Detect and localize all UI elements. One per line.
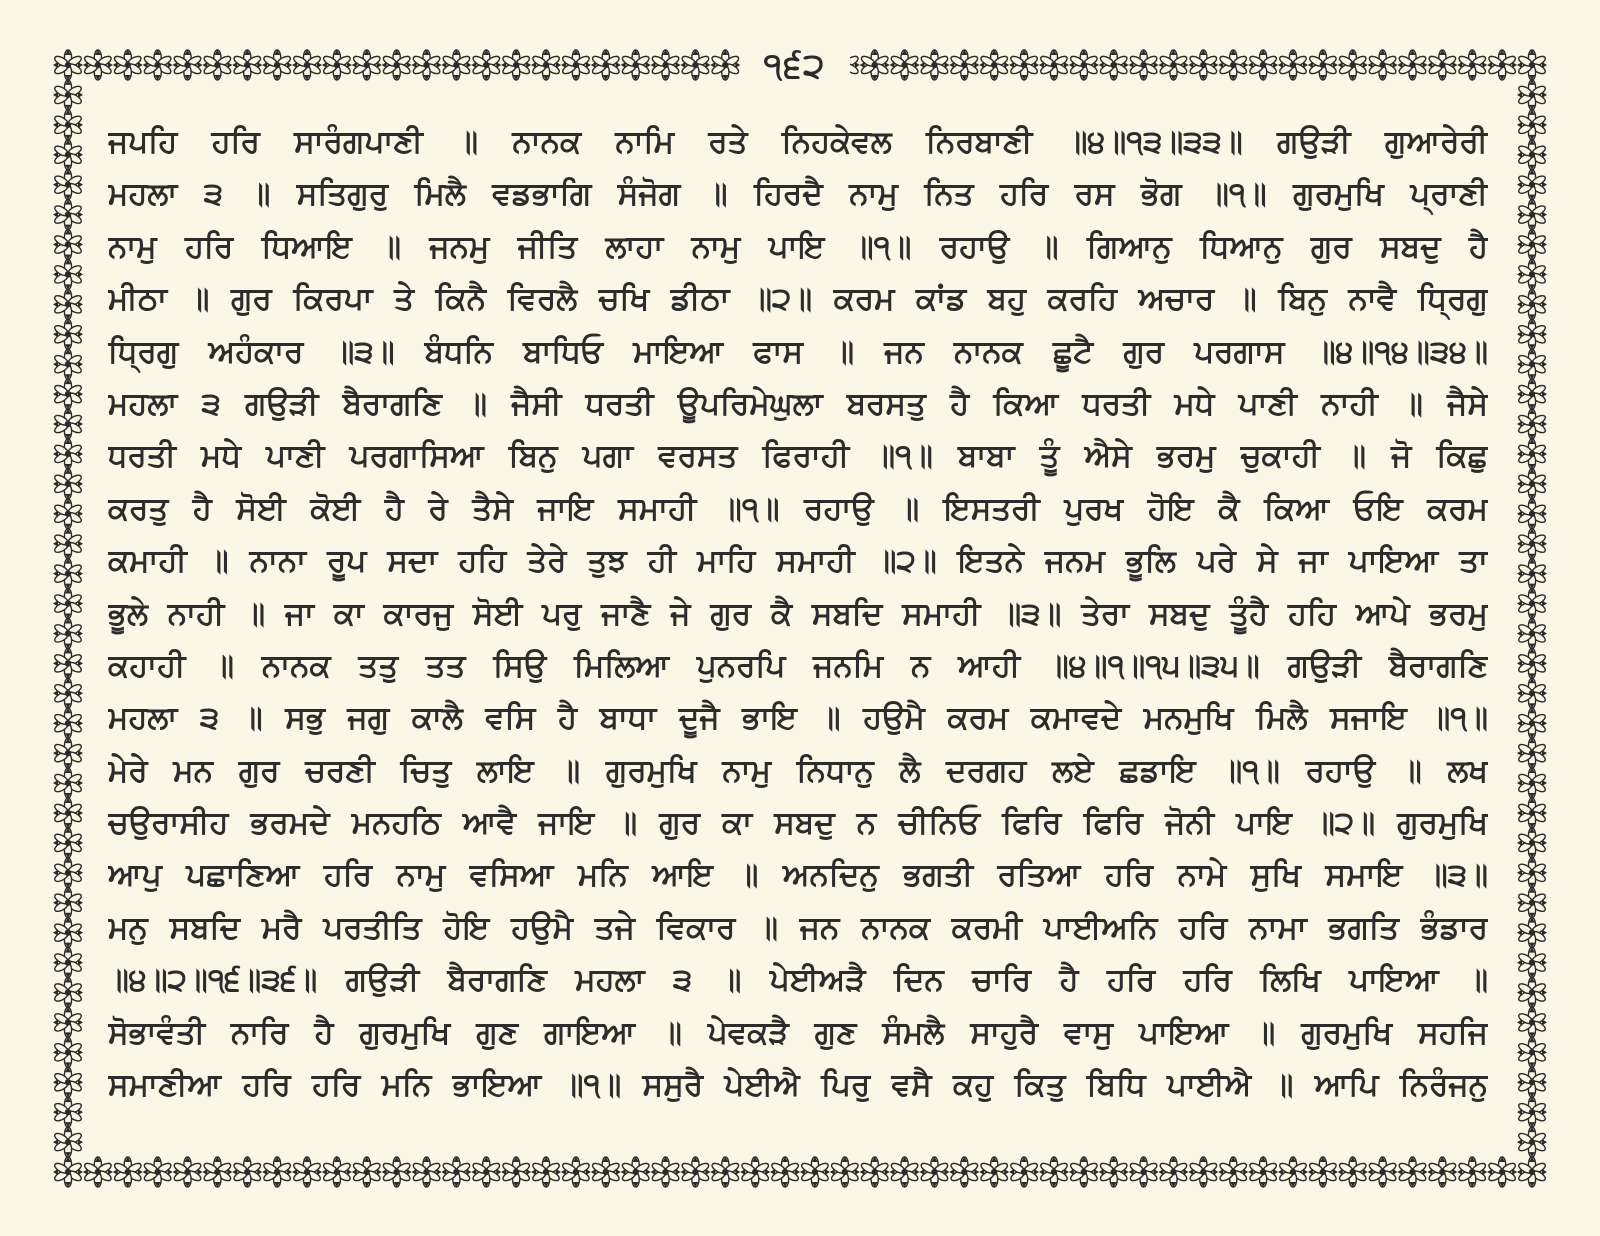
flower-ornament-icon <box>1308 50 1338 80</box>
flower-ornament-icon <box>53 918 83 948</box>
flower-ornament-icon <box>53 439 83 469</box>
flower-ornament-icon <box>860 50 890 80</box>
flower-ornament-icon <box>1517 559 1547 589</box>
flower-ornament-icon <box>621 1157 651 1187</box>
flower-ornament-icon <box>1009 1157 1039 1187</box>
flower-ornament-icon <box>1158 1157 1188 1187</box>
flower-ornament-icon <box>1278 50 1308 80</box>
flower-ornament-icon <box>1129 50 1159 80</box>
flower-ornament-icon <box>1368 1157 1398 1187</box>
flower-ornament-icon <box>1457 1157 1487 1187</box>
flower-ornament-icon <box>531 50 561 80</box>
flower-ornament-icon <box>1517 80 1547 110</box>
flower-ornament-icon <box>710 1157 740 1187</box>
flower-ornament-icon <box>1517 888 1547 918</box>
flower-ornament-icon <box>1517 349 1547 379</box>
text-line: ਮਨੁ ਸਬਦਿ ਮਰੈ ਪਰਤੀਤਿ ਹੋਇ ਹਉਮੈ ਤਜੇ ਵਿਕਾਰ ॥ ਜਨ ਨਾਨਕ ਕਰਮੀ ਪਾਈਅਨਿ ਹਰਿ ਨਾਮਾ ਭਗਤਿ ਭੰਡਾਰ <box>108 909 1488 946</box>
flower-ornament-icon <box>53 200 83 230</box>
flower-ornament-icon <box>860 1157 890 1187</box>
flower-ornament-icon <box>53 259 83 289</box>
flower-ornament-icon <box>352 1157 382 1187</box>
flower-ornament-icon <box>1517 409 1547 439</box>
text-line: ਮਹਲਾ ੩ ॥ ਸਭੁ ਜਗੁ ਕਾਲੈ ਵਸਿ ਹੈ ਬਾਧਾ ਦੂਜੈ ਭਾਇ ॥ ਹਉਮੈ ਕਰਮ ਕਮਾਵਦੇ ਮਨਮੁਖਿ ਮਿਲੈ ਸਜਾਇ ॥੧॥ <box>108 700 1488 737</box>
flower-ornament-icon <box>740 1157 770 1187</box>
flower-ornament-icon <box>1338 50 1368 80</box>
flower-ornament-icon <box>382 50 412 80</box>
flower-ornament-icon <box>680 50 710 80</box>
flower-ornament-icon <box>202 1157 232 1187</box>
flower-ornament-icon <box>53 738 83 768</box>
flower-ornament-icon <box>202 50 232 80</box>
text-line: ਮਹਲਾ ੩ ॥ ਸਤਿਗੁਰੁ ਮਿਲੈ ਵਡਭਾਗਿ ਸੰਜੋਗ ॥ ਹਿਰਦੈ ਨਾਮੁ ਨਿਤ ਹਰਿ ਰਸ ਭੋਗ ॥੧॥ ਗੁਰਮੁਖਿ ਪ੍ਰਾਣੀ <box>108 176 1488 213</box>
flower-ornament-icon <box>621 50 651 80</box>
flower-ornament-icon <box>83 50 113 80</box>
flower-ornament-icon <box>800 1157 830 1187</box>
flower-ornament-icon <box>1099 50 1129 80</box>
flower-ornament-icon <box>53 888 83 918</box>
flower-ornament-icon <box>1517 110 1547 140</box>
flower-ornament-icon <box>53 50 83 80</box>
flower-ornament-icon <box>1517 1067 1547 1097</box>
flower-ornament-icon <box>322 1157 352 1187</box>
flower-ornament-icon <box>1397 1157 1427 1187</box>
flower-ornament-icon <box>1099 1157 1129 1187</box>
flower-ornament-icon <box>1517 1007 1547 1037</box>
flower-ornament-icon <box>1517 977 1547 1007</box>
flower-ornament-icon <box>1039 50 1069 80</box>
flower-ornament-icon <box>1517 140 1547 170</box>
flower-ornament-icon <box>919 50 949 80</box>
text-line: ਕਹਾਹੀ ॥ ਨਾਨਕ ਤਤੁ ਤਤ ਸਿਉ ਮਿਲਿਆ ਪੁਨਰਪਿ ਜਨਮਿ ਨ ਆਹੀ ॥੪॥੧॥੧੫॥੩੫॥ ਗਉੜੀ ਬੈਰਾਗਣਿ <box>108 647 1488 684</box>
flower-ornament-icon <box>979 50 1009 80</box>
flower-ornament-icon <box>1188 50 1218 80</box>
flower-ornament-icon <box>680 1157 710 1187</box>
flower-ornament-icon <box>53 230 83 260</box>
flower-ornament-icon <box>83 1157 113 1187</box>
flower-ornament-icon <box>1517 798 1547 828</box>
flower-ornament-icon <box>1218 1157 1248 1187</box>
flower-ornament-icon <box>232 1157 262 1187</box>
flower-ornament-icon <box>322 50 352 80</box>
flower-ornament-icon <box>1368 50 1398 80</box>
flower-ornament-icon <box>770 1157 800 1187</box>
flower-ornament-icon <box>979 1157 1009 1187</box>
flower-ornament-icon <box>1009 50 1039 80</box>
flower-ornament-icon <box>830 1157 860 1187</box>
flower-ornament-icon <box>1517 289 1547 319</box>
flower-ornament-icon <box>471 1157 501 1187</box>
flower-ornament-icon <box>1218 50 1248 80</box>
flower-ornament-icon <box>53 499 83 529</box>
flower-ornament-icon <box>1517 319 1547 349</box>
flower-ornament-icon <box>1517 200 1547 230</box>
flower-ornament-icon <box>1487 1157 1517 1187</box>
flower-ornament-icon <box>1517 678 1547 708</box>
flower-ornament-icon <box>53 768 83 798</box>
flower-ornament-icon <box>1517 708 1547 738</box>
flower-ornament-icon <box>1338 1157 1368 1187</box>
text-line: ਧ੍ਰਿਗੁ ਅਹੰਕਾਰ ॥੩॥ ਬੰਧਨਿ ਬਾਧਿਓ ਮਾਇਆ ਫਾਸ ॥ ਜਨ ਨਾਨਕ ਛੂਟੈ ਗੁਰ ਪਰਗਾਸ ॥੪॥੧੪॥੩੪॥ <box>108 333 1488 370</box>
flower-ornament-icon <box>1517 1157 1547 1187</box>
flower-ornament-icon <box>53 708 83 738</box>
text-line: ਮਹਲਾ ੩ ਗਉੜੀ ਬੈਰਾਗਣਿ ॥ ਜੈਸੀ ਧਰਤੀ ਊਪਰਿਮੇਘੁਲਾ ਬਰਸਤੁ ਹੈ ਕਿਆ ਧਰਤੀ ਮਧੇ ਪਾਣੀ ਨਾਹੀ ॥ ਜੈਸੇ <box>108 385 1488 422</box>
flower-ornament-icon <box>1517 170 1547 200</box>
flower-ornament-icon <box>1517 618 1547 648</box>
flower-ornament-icon <box>53 469 83 499</box>
flower-ornament-icon <box>1517 499 1547 529</box>
text-line: ਮੀਠਾ ॥ ਗੁਰ ਕਿਰਪਾ ਤੇ ਕਿਨੈ ਵਿਰਲੈ ਚਖਿ ਡੀਠਾ ॥੨॥ ਕਰਮ ਕਾਂਡ ਬਹੁ ਕਰਹਿ ਅਚਾਰ ॥ ਬਿਨੁ ਨਾਵੈ ਧ੍ਰਿਗੁ <box>108 281 1488 318</box>
flower-ornament-icon <box>1397 50 1427 80</box>
flower-ornament-icon <box>890 1157 920 1187</box>
flower-ornament-icon <box>890 50 920 80</box>
text-line: ਸਮਾਣੀਆ ਹਰਿ ਹਰਿ ਮਨਿ ਭਾਇਆ ॥੧॥ ਸਸੁਰੈ ਪੇਈਐ ਪਿਰੁ ਵਸੈ ਕਹੁ ਕਿਤੁ ਬਿਧਿ ਪਾਈਐ ॥ ਆਪਿ ਨਿਰੰਜਨੁ <box>108 1067 1488 1104</box>
flower-ornament-icon <box>232 50 262 80</box>
flower-ornament-icon <box>1069 1157 1099 1187</box>
flower-ornament-icon <box>292 1157 322 1187</box>
flower-ornament-icon <box>471 50 501 80</box>
flower-ornament-icon <box>262 1157 292 1187</box>
text-line: ਸੋਭਾਵੰਤੀ ਨਾਰਿ ਹੈ ਗੁਰਮੁਖਿ ਗੁਣ ਗਾਇਆ ॥ ਪੇਵਕੜੈ ਗੁਣ ਸੰਮਲੈ ਸਾਹੁਰੈ ਵਾਸੁ ਪਾਇਆ ॥ ਗੁਰਮੁਖਿ ਸਹਜਿ <box>108 1014 1488 1051</box>
flower-ornament-icon <box>1188 1157 1218 1187</box>
text-line: ਭੂਲੇ ਨਾਹੀ ॥ ਜਾ ਕਾ ਕਾਰਜੁ ਸੋਈ ਪਰੁ ਜਾਣੈ ਜੇ ਗੁਰ ਕੈ ਸਬਦਿ ਸਮਾਹੀ ॥੩॥ ਤੇਰਾ ਸਬਦੁ ਤੂੰਹੈ ਹਹਿ ਆਪੇ ਭਰਮੁ <box>108 595 1488 632</box>
flower-ornament-icon <box>113 1157 143 1187</box>
flower-ornament-icon <box>710 50 740 80</box>
flower-ornament-icon <box>53 319 83 349</box>
flower-ornament-icon <box>1517 918 1547 948</box>
flower-ornament-icon <box>531 1157 561 1187</box>
flower-ornament-icon <box>352 50 382 80</box>
flower-ornament-icon <box>591 1157 621 1187</box>
flower-ornament-icon <box>1427 50 1457 80</box>
flower-ornament-icon <box>1308 1157 1338 1187</box>
flower-ornament-icon <box>501 50 531 80</box>
flower-ornament-icon <box>53 1037 83 1067</box>
flower-ornament-icon <box>919 1157 949 1187</box>
flower-ornament-icon <box>1517 648 1547 678</box>
flower-ornament-icon <box>1517 439 1547 469</box>
page-number: ੧੬੨ <box>740 38 850 94</box>
flower-ornament-icon <box>651 50 681 80</box>
flower-ornament-icon <box>1517 858 1547 888</box>
flower-ornament-icon <box>53 80 83 110</box>
flower-ornament-icon <box>1517 589 1547 619</box>
flower-ornament-icon <box>53 140 83 170</box>
flower-ornament-icon <box>53 379 83 409</box>
flower-ornament-icon <box>1517 1097 1547 1127</box>
flower-ornament-icon <box>1457 50 1487 80</box>
flower-ornament-icon <box>561 50 591 80</box>
text-line: ਧਰਤੀ ਮਧੇ ਪਾਣੀ ਪਰਗਾਸਿਆ ਬਿਨੁ ਪਗਾ ਵਰਸਤ ਫਿਰਾਹੀ ॥੧॥ ਬਾਬਾ ਤੂੰ ਐਸੇ ਭਰਮੁ ਚੁਕਾਹੀ ॥ ਜੋ ਕਿਛੁ <box>108 438 1488 475</box>
flower-ornament-icon <box>262 50 292 80</box>
flower-ornament-icon <box>382 1157 412 1187</box>
flower-ornament-icon <box>53 977 83 1007</box>
scripture-text-block <box>108 116 1488 1111</box>
flower-ornament-icon <box>1517 230 1547 260</box>
flower-ornament-icon <box>1517 529 1547 559</box>
flower-ornament-icon <box>1517 1037 1547 1067</box>
flower-ornament-icon <box>1517 379 1547 409</box>
flower-ornament-icon <box>53 589 83 619</box>
flower-ornament-icon <box>1517 469 1547 499</box>
flower-ornament-icon <box>1158 50 1188 80</box>
flower-ornament-icon <box>53 110 83 140</box>
flower-ornament-icon <box>1039 1157 1069 1187</box>
flower-ornament-icon <box>1517 259 1547 289</box>
flower-ornament-icon <box>651 1157 681 1187</box>
flower-ornament-icon <box>53 559 83 589</box>
text-line: ॥੪॥੨॥੧੬॥੩੬॥ ਗਉੜੀ ਬੈਰਾਗਣਿ ਮਹਲਾ ੩ ॥ ਪੇਈਅੜੈ ਦਿਨ ਚਾਰਿ ਹੈ ਹਰਿ ਹਰਿ ਲਿਖਿ ਪਾਇਆ ॥ <box>108 962 1488 999</box>
flower-ornament-icon <box>53 828 83 858</box>
flower-ornament-icon <box>53 618 83 648</box>
text-line: ਆਪੁ ਪਛਾਣਿਆ ਹਰਿ ਨਾਮੁ ਵਸਿਆ ਮਨਿ ਆਇ ॥ ਅਨਦਿਨੁ ਭਗਤੀ ਰਤਿਆ ਹਰਿ ਨਾਮੇ ਸੁਖਿ ਸਮਾਇ ॥੩॥ <box>108 857 1488 894</box>
flower-ornament-icon <box>1517 50 1547 80</box>
text-line: ਕਰਤੁ ਹੈ ਸੋਈ ਕੋਈ ਹੈ ਰੇ ਤੈਸੇ ਜਾਇ ਸਮਾਹੀ ॥੧॥ ਰਹਾਉ ॥ ਇਸਤਰੀ ਪੁਰਖ ਹੋਇ ਕੈ ਕਿਆ ਓਇ ਕਰਮ <box>108 490 1488 527</box>
flower-ornament-icon <box>53 798 83 828</box>
flower-ornament-icon <box>53 289 83 319</box>
flower-ornament-icon <box>143 1157 173 1187</box>
flower-ornament-icon <box>53 858 83 888</box>
flower-ornament-icon <box>1069 50 1099 80</box>
flower-ornament-icon <box>441 1157 471 1187</box>
flower-ornament-icon <box>53 678 83 708</box>
text-line: ਚਉਰਾਸੀਹ ਭਰਮਦੇ ਮਨਹਠਿ ਆਵੈ ਜਾਇ ॥ ਗੁਰ ਕਾ ਸਬਦੁ ਨ ਚੀਨਿਓ ਫਿਰਿ ਫਿਰਿ ਜੋਨੀ ਪਾਇ ॥੨॥ ਗੁਰਮੁਖਿ <box>108 805 1488 842</box>
flower-ornament-icon <box>1427 1157 1457 1187</box>
flower-ornament-icon <box>949 50 979 80</box>
flower-ornament-icon <box>1517 1127 1547 1157</box>
flower-ornament-icon <box>949 1157 979 1187</box>
flower-ornament-icon <box>53 648 83 678</box>
flower-ornament-icon <box>561 1157 591 1187</box>
flower-ornament-icon <box>53 170 83 200</box>
flower-ornament-icon <box>113 50 143 80</box>
flower-ornament-icon <box>53 1127 83 1157</box>
text-line: ਕਮਾਹੀ ॥ ਨਾਨਾ ਰੂਪ ਸਦਾ ਹਹਿ ਤੇਰੇ ਤੁਝ ਹੀ ਮਾਹਿ ਸਮਾਹੀ ॥੨॥ ਇਤਨੇ ਜਨਮ ਭੂਲਿ ਪਰੇ ਸੇ ਜਾ ਪਾਇਆ ਤਾ <box>108 543 1488 580</box>
flower-ornament-icon <box>1487 50 1517 80</box>
flower-ornament-icon <box>1248 50 1278 80</box>
flower-ornament-icon <box>501 1157 531 1187</box>
flower-ornament-icon <box>53 1157 83 1187</box>
flower-ornament-icon <box>591 50 621 80</box>
flower-ornament-icon <box>53 1007 83 1037</box>
flower-ornament-icon <box>1248 1157 1278 1187</box>
flower-ornament-icon <box>53 349 83 379</box>
flower-ornament-icon <box>143 50 173 80</box>
flower-ornament-icon <box>441 50 471 80</box>
flower-ornament-icon <box>1517 768 1547 798</box>
text-line: ਮੇਰੇ ਮਨ ਗੁਰ ਚਰਣੀ ਚਿਤੁ ਲਾਇ ॥ ਗੁਰਮੁਖਿ ਨਾਮੁ ਨਿਧਾਨੁ ਲੈ ਦਰਗਹ ਲਏ ਛਡਾਇ ॥੧॥ ਰਹਾਉ ॥ ਲਖ <box>108 752 1488 789</box>
text-line: ਜਪਹਿ ਹਰਿ ਸਾਰੰਗਪਾਣੀ ॥ ਨਾਨਕ ਨਾਮਿ ਰਤੇ ਨਿਹਕੇਵਲ ਨਿਰਬਾਣੀ ॥੪॥੧੩॥੩੩॥ ਗਉੜੀ ਗੁਆਰੇਰੀ <box>108 124 1488 160</box>
text-line: ਨਾਮੁ ਹਰਿ ਧਿਆਇ ॥ ਜਨਮੁ ਜੀਤਿ ਲਾਹਾ ਨਾਮੁ ਪਾਇ ॥੧॥ ਰਹਾਉ ॥ ਗਿਆਨੁ ਧਿਆਨੁ ਗੁਰ ਸਬਦੁ ਹੈ <box>108 228 1488 265</box>
flower-ornament-icon <box>1517 738 1547 768</box>
flower-ornament-icon <box>412 1157 442 1187</box>
flower-ornament-icon <box>292 50 322 80</box>
flower-ornament-icon <box>1517 948 1547 978</box>
flower-ornament-icon <box>53 529 83 559</box>
flower-ornament-icon <box>53 409 83 439</box>
flower-ornament-icon <box>1278 1157 1308 1187</box>
flower-ornament-icon <box>1517 828 1547 858</box>
flower-ornament-icon <box>53 1097 83 1127</box>
flower-ornament-icon <box>173 1157 203 1187</box>
flower-ornament-icon <box>412 50 442 80</box>
flower-ornament-icon <box>53 1067 83 1097</box>
flower-ornament-icon <box>1129 1157 1159 1187</box>
flower-ornament-icon <box>53 948 83 978</box>
flower-ornament-icon <box>173 50 203 80</box>
